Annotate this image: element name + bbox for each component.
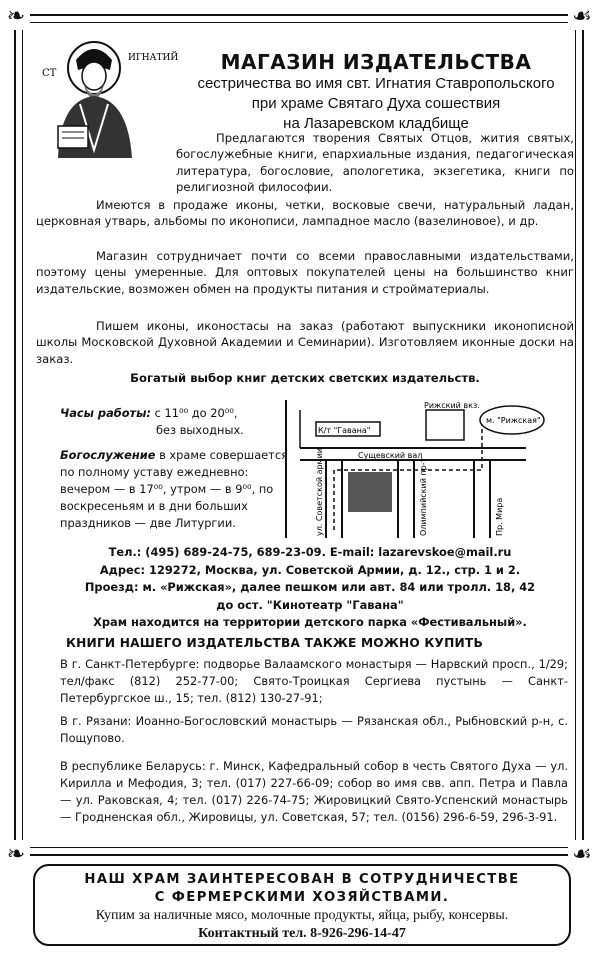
coop-heading: С ФЕРМЕРСКИМИ ХОЗЯЙСТВАМИ. (154, 890, 450, 905)
paragraph-assortment: Предлагаются творения Святых Отцов, жития святых, богослужебные книги, епархиальные издания, педагогическая литература, богословие, апологетика, экзегетика, книги по религиозной философии. (176, 131, 574, 195)
portrait-caption-left: СТ (42, 68, 57, 79)
paragraph-prices: Магазин сотрудничает почти со всеми православными издательствами, поэтому цены умеренные. Для оптовых покупателей цены на большинство книг издательские, возможен обмен на продукты питания и стройматериалы. (36, 249, 574, 296)
map-street-a: ул. Советской армии (315, 448, 324, 536)
books-location-spb: В г. Санкт-Петербурге: подворье Валаамского монастыря — Нарвский просп., 1/29; тел/факс (812) 252-77-00; Свято-Троицкая Сергиева пустынь — Санкт-Петербургское ш., 15; тел. (812) 130-27-91; (60, 657, 568, 705)
header-line: при храме Святаго Духа сошествия (251, 95, 501, 112)
contact-phone: Тел.: (495) 689-24-75, 689-23-09. E-mail: lazarevskoe@mail.ru (108, 545, 512, 559)
page-header (176, 50, 576, 134)
page-title: МАГАЗИН ИЗДАТЕЛЬСТВА (220, 50, 532, 74)
paragraph-goods: Имеются в продаже иконы, четки, восковые свечи, натуральный ладан, церковная утварь, альбомы по иконописи, лампадное масло (вазелиновое), и др. (36, 198, 574, 229)
map-metro-label: м. "Рижская" (486, 416, 541, 425)
paragraph-icons: Пишем иконы, иконостасы на заказ (работают выпускники иконописной школы Московской Духовной Академии и Семинарии). Изготовляем иконные доски на заказ. (36, 319, 574, 366)
service-text: в храме совершается по полному уставу ежедневно: вечером — в 17⁰⁰, утром — в 9⁰⁰, по воскресеньям и в дни больших праздников — две Литургии. (60, 448, 288, 530)
header-line: на Лазаревском кладбище (283, 115, 469, 132)
opening-hours (60, 405, 290, 439)
corner-ornament-icon: ☙ (568, 840, 596, 868)
corner-ornament-icon: ☙ (568, 2, 596, 30)
portrait-caption-right: ИГНАТИЙ (128, 53, 179, 63)
contact-route: Проезд: м. «Рижская», далее пешком или авт. 84 или тролл. 18, 42 (84, 580, 536, 594)
map-cinema-label: К/т "Гавана" (318, 426, 371, 435)
coop-heading: НАШ ХРАМ ЗАИНТЕРЕСОВАН В СОТРУДНИЧЕСТВЕ (84, 872, 520, 887)
hours-label: Часы работы: (60, 406, 151, 420)
map-street-c: Пр. Мира (495, 497, 504, 536)
cooperation-banner (33, 864, 571, 946)
service-schedule (60, 447, 290, 532)
saint-portrait (36, 30, 179, 158)
map-street-top: Сущевский вал (358, 451, 423, 460)
contact-address: Адрес: 129272, Москва, ул. Советской Армии, д. 12., стр. 1 и 2. (99, 562, 521, 577)
contact-park: Храм находится на территории детского парка «Фестивальный». (93, 615, 527, 629)
header-line: сестричества во имя свт. Игнатия Ставропольского (197, 75, 555, 92)
map-station-label: Рижский вкз. (424, 401, 480, 410)
corner-ornament-icon: ❧ (2, 840, 30, 868)
contact-route: до ост. "Кинотеатр "Гавана" (216, 597, 404, 612)
children-books-note: Богатый выбор книг детских светских издательств. (130, 371, 480, 385)
contact-info (60, 544, 560, 632)
corner-ornament-icon: ❧ (2, 2, 30, 30)
coop-offer: Купим за наличные мясо, молочные продукты, яйца, рыбу, консервы. (95, 908, 509, 923)
books-location-belarus: В республике Беларусь: г. Минск, Кафедральный собор в честь Святого Духа — ул. Кирилла и Мефодия, 3; тел. (017) 227-66-09; собор во имя свв. апп. Петра и Павла — ул. Раковская, 4; тел. (017) 226-74-75; Жировицкий Свято-Успенский монастырь — Гродненская обл., Жировицы, ул. Советская, 57; тел. (0156) 296-6-59, 296-3-91. (60, 759, 568, 824)
hours-line1: с 11⁰⁰ до 20⁰⁰, (154, 406, 238, 420)
map-street-b: Олимпийский пр-т (419, 457, 428, 536)
books-section-title: КНИГИ НАШЕГО ИЗДАТЕЛЬСТВА ТАКЖЕ МОЖНО КУПИТЬ (66, 636, 483, 650)
books-location-ryazan: В г. Рязани: Иоанно-Богословский монастырь — Рязанская обл., Рыбновский р-н, с. Пощупово. (60, 714, 568, 745)
location-map (286, 400, 548, 538)
service-label: Богослужение (60, 448, 156, 462)
coop-contact: Контактный тел. 8-926-296-14-47 (198, 926, 406, 941)
hours-line2: без выходных. (156, 423, 244, 437)
